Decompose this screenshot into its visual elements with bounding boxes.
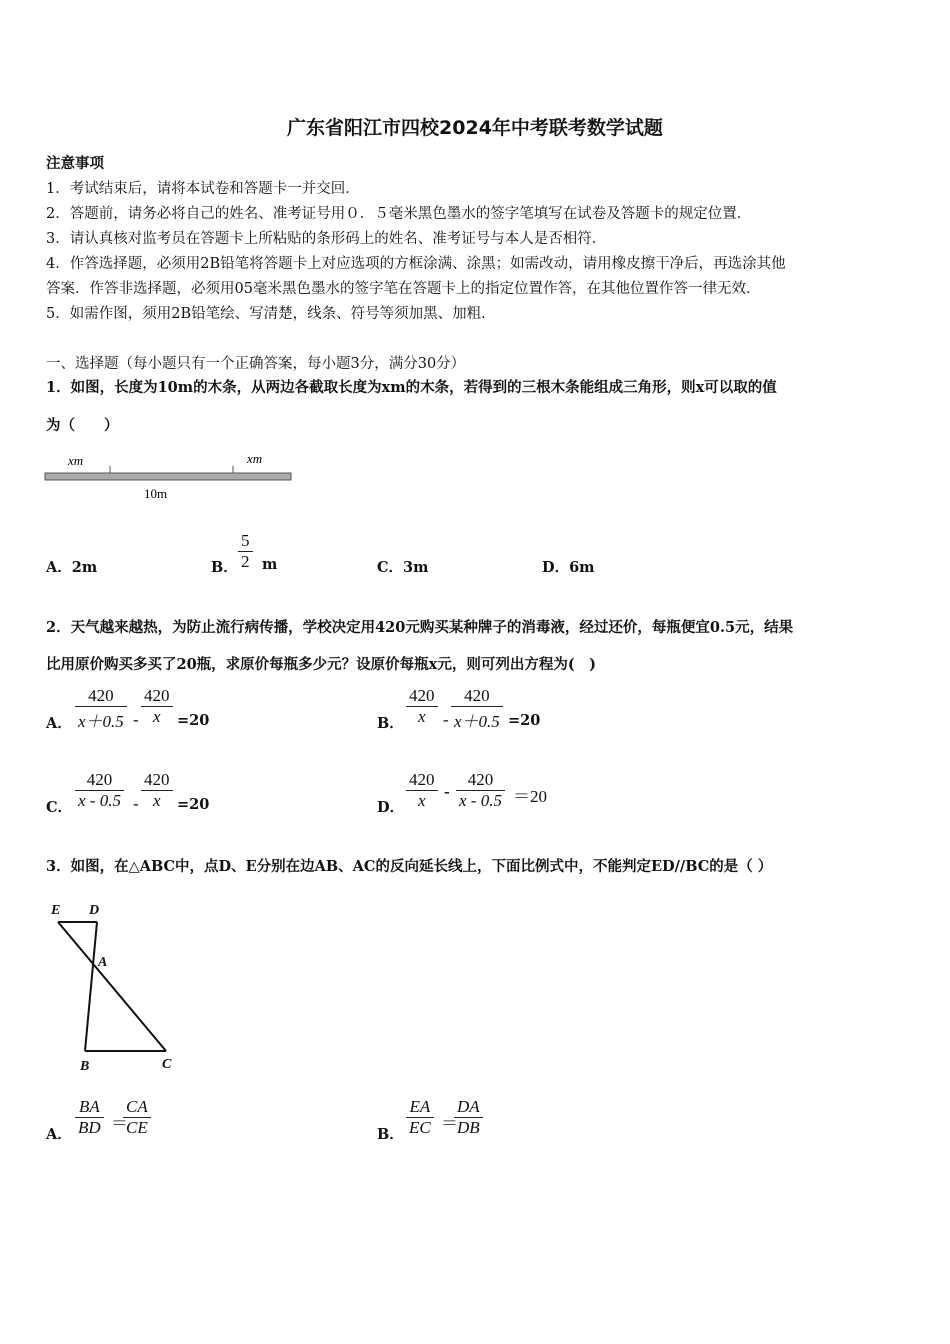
denominator: x＋0.5 (454, 712, 500, 731)
numerator: 420 (88, 686, 114, 705)
notice-item: 5．如需作图，须用2B铅笔绘、写清楚，线条、符号等须加黑、加粗． (46, 306, 496, 322)
label-right-xm: xm (247, 451, 263, 466)
section-heading: 一、选择题（每小题只有一个正确答案，每小题3分，满分30分） (46, 356, 466, 372)
q2-option-c-fraction1 (75, 770, 124, 811)
page-title: 广东省阳江市四校2024年中考联考数学试题 (287, 117, 663, 139)
q2-option-a-fraction2 (141, 686, 173, 727)
q2-option-c-rhs: =20 (177, 796, 210, 813)
denominator: x＋0.5 (78, 712, 124, 731)
minus-sign: - (443, 710, 449, 729)
q2-option-a-fraction1 (75, 686, 127, 732)
q1-option-d[interactable]: D．6m (542, 559, 595, 576)
denominator: EC (409, 1118, 431, 1137)
notice-item: 答案．作答非选择题，必须用05毫米黑色墨水的签字笔在答题卡上的指定位置作答，在其他位置作答一律无效． (46, 281, 761, 297)
q2-option-b-label[interactable]: B． (377, 715, 404, 732)
q2-option-c-label[interactable]: C． (46, 799, 73, 816)
notice-heading: 注意事项 (46, 155, 104, 172)
denominator: CE (126, 1118, 148, 1137)
q1-stem-line2: 为（ ） (46, 417, 119, 434)
denominator: BD (78, 1118, 101, 1137)
q3-option-a-label[interactable]: A． (46, 1126, 72, 1143)
q1-stem-line1: 1．如图，长度为10m的木条，从两边各截取长度为xm的木条，若得到的三根木条能组成三角形，则x可以取的值 (46, 379, 777, 396)
denominator: x - 0.5 (78, 791, 121, 810)
minus-sign: - (444, 782, 450, 801)
numerator: 420 (86, 770, 113, 789)
denominator: DB (457, 1118, 480, 1137)
numerator: EA (409, 1097, 431, 1116)
numerator: DA (457, 1097, 480, 1116)
q3-triangle-figure (45, 898, 185, 1076)
minus-sign: - (133, 710, 139, 729)
numerator: 420 (144, 770, 170, 789)
denominator: x (152, 791, 161, 810)
numerator: 420 (464, 686, 490, 705)
vertex-C: C (162, 1057, 172, 1072)
numerator: 5 (241, 531, 250, 550)
numerator: BA (78, 1097, 100, 1116)
segment-DB (85, 922, 97, 1051)
notice-item: 2．答题前，请务必将自己的姓名、准考证号用０．５毫米黑色墨水的签字笔填写在试卷及答题卡的规定位置． (46, 206, 752, 222)
q2-stem-line1: 2．天气越来越热，为防止流行病传播，学校决定用420元购买某种牌子的消毒液，经过还价，每瓶便宜0.5元，结果 (46, 619, 794, 636)
q1-wood-figure (40, 448, 300, 506)
numerator: 420 (409, 686, 435, 705)
q3-option-b-label[interactable]: B． (377, 1126, 404, 1143)
denominator: x (417, 791, 426, 810)
q2-option-a-label[interactable]: A． (46, 715, 72, 732)
q2-option-b-fraction2 (451, 686, 503, 732)
q2-stem-line2: 比用原价购买多买了20瓶，求原价每瓶多少元？设原价每瓶x元，则可列出方程为( ) (46, 656, 597, 673)
numerator: 420 (409, 770, 435, 789)
equals-sign: ＝ (441, 1114, 458, 1133)
q2-option-d-fraction2 (456, 770, 505, 811)
q1-option-a[interactable]: A．2m (46, 559, 98, 576)
q2-option-b-rhs: =20 (508, 712, 541, 729)
notice-item: 3．请认真核对监考员在答题卡上所粘贴的条形码上的姓名、准考证号与本人是否相符． (46, 231, 607, 247)
q3-stem: 3．如图，在△ABC中，点D、E分别在边AB、AC的反向延长线上，下面比例式中，不能判定ED//BC的是（ ） (46, 858, 773, 875)
vertex-B: B (80, 1059, 90, 1074)
denominator: 2 (241, 552, 250, 571)
q1-option-b-unit: m (262, 556, 278, 573)
q1-option-b-fraction (238, 531, 253, 572)
label-10m: 10m (144, 486, 168, 501)
denominator: x (417, 707, 426, 726)
numerator: 420 (144, 686, 170, 705)
q3-option-a-fraction1 (75, 1097, 104, 1138)
label-left-xm: xm (68, 453, 84, 468)
notice-item: 1．考试结束后，请将本试卷和答题卡一并交回． (46, 181, 360, 197)
q2-option-d-label[interactable]: D． (377, 799, 405, 816)
q2-option-c-fraction2 (141, 770, 173, 811)
vertex-D: D (89, 903, 100, 918)
q3-option-b-fraction2 (454, 1097, 483, 1138)
q2-option-a-rhs: =20 (177, 712, 210, 729)
q1-option-c[interactable]: C．3m (377, 559, 429, 576)
numerator: 420 (467, 770, 494, 789)
vertex-E: E (51, 903, 61, 918)
q2-option-d-fraction1 (406, 770, 438, 811)
equals-sign: ＝ (111, 1114, 128, 1133)
vertex-A: A (98, 955, 108, 970)
q1-option-b-label[interactable]: B． (211, 559, 238, 576)
wood-stick (45, 473, 291, 480)
segment-EC (58, 922, 166, 1051)
q3-option-b-fraction1 (406, 1097, 434, 1138)
numerator: CA (126, 1097, 148, 1116)
denominator: x (152, 707, 161, 726)
q3-option-a-fraction2 (123, 1097, 151, 1138)
notice-item: 4．作答选择题，必须用2B铅笔将答题卡上对应选项的方框涂满、涂黑；如需改动，请用橡皮擦干净后，再选涂其他 (46, 256, 786, 272)
denominator: x - 0.5 (459, 791, 502, 810)
minus-sign: - (133, 794, 139, 813)
q2-option-d-rhs: ＝20 (513, 787, 547, 806)
q2-option-b-fraction1 (406, 686, 438, 727)
